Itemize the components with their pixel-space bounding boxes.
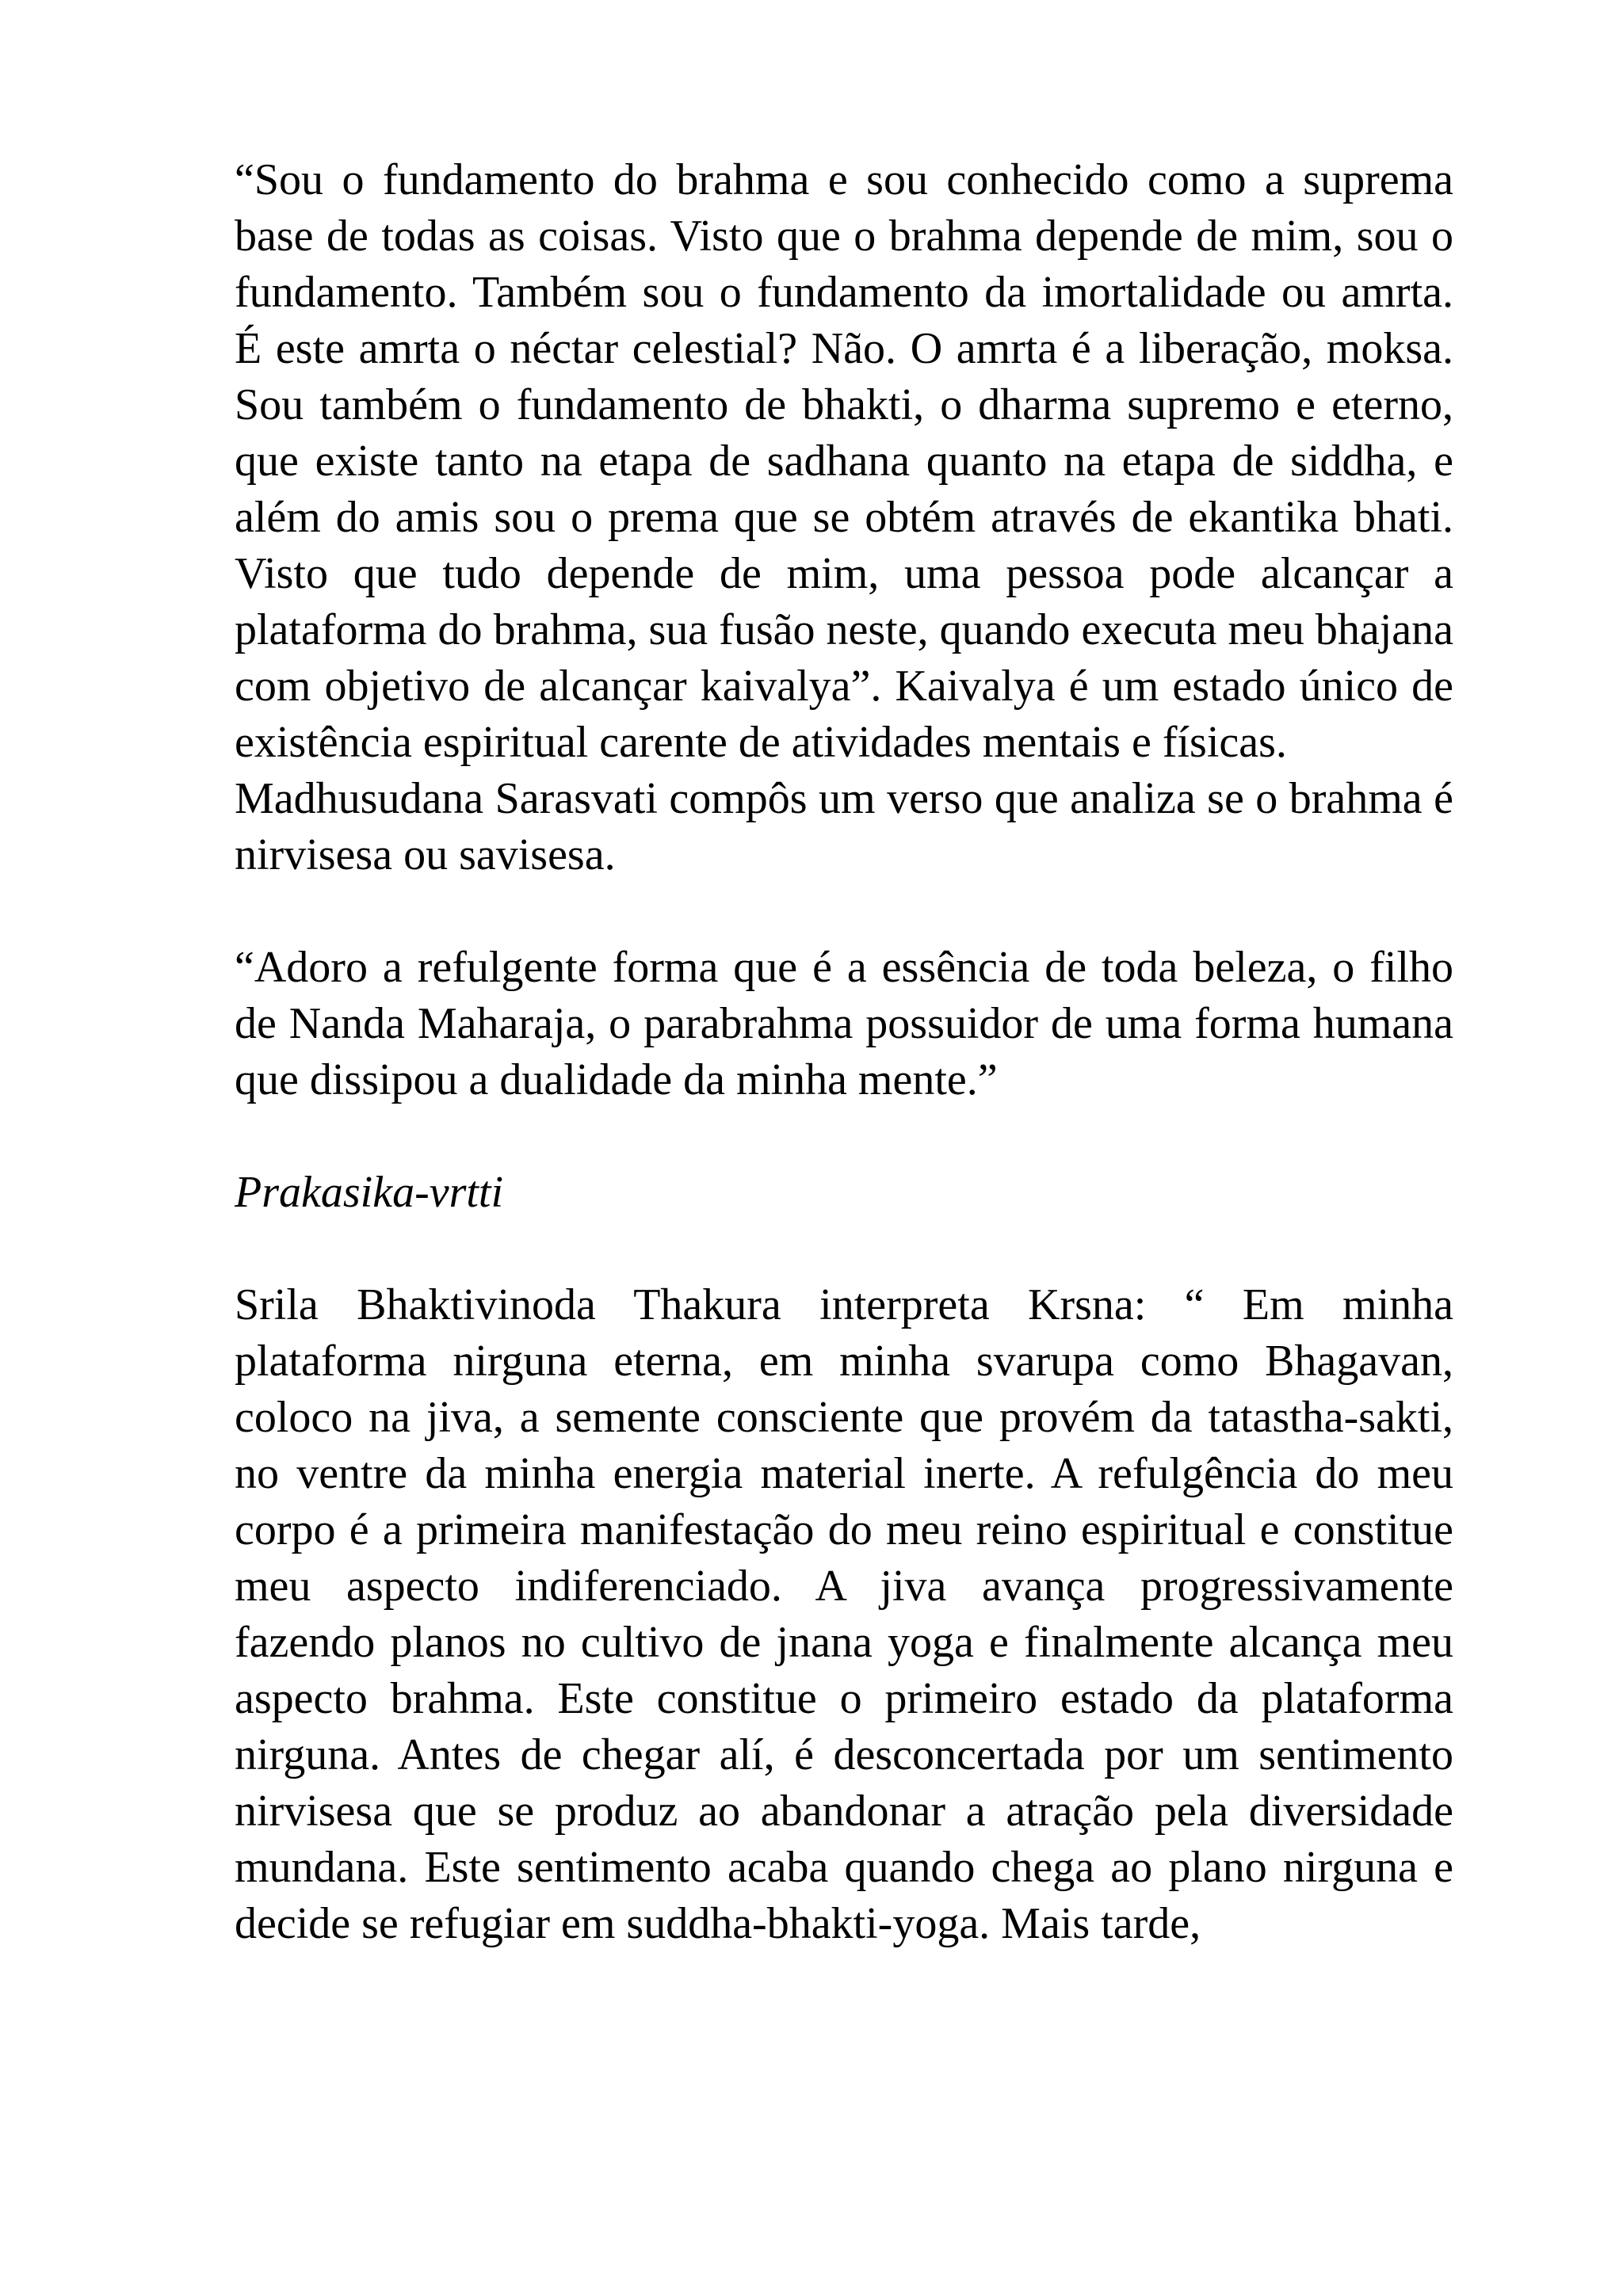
paragraph-spacer	[235, 1108, 1453, 1165]
section-heading: Prakasika-vrtti	[235, 1168, 504, 1217]
paragraph-spacer	[235, 883, 1453, 940]
paragraph-4: Srila Bhaktivinoda Thakura interpreta Krsna: “ Em minha plataforma nirguna eterna, em minha svarupa como Bhagavan, coloco na jiva, a semente consciente que provém da tatastha-sakti, no ventre da minha energia material inerte. A refulgência do meu corpo é a primeira manifestação do meu reino espiritual e constitue meu aspecto indiferenciado. A jiva avança progressivamente fazendo planos no cultivo de jnana yoga e finalmente alcança meu aspecto brahma. Este constitue o primeiro estado da plataforma nirguna. Antes de chegar alí, é desconcertada por um sentimento nirvisesa que se produz ao abandonar a atração pela diversidade mundana. Este sentimento acaba quando chega ao plano nirguna e decide se refugiar em suddha-bhakti-yoga. Mais tarde,	[235, 1280, 1453, 1948]
document-page	[235, 152, 1453, 1952]
paragraph-1: “Sou o fundamento do brahma e sou conhecido como a suprema base de todas as coisas. Visto que o brahma depende de mim, sou o fundamento. Também sou o fundamento da imortalidade ou amrta. É este amrta o néctar celestial? Não. O amrta é a liberação, moksa. Sou também o fundamento de bhakti, o dharma supremo e eterno, que existe tanto na etapa de sadhana quanto na etapa de siddha, e além do amis sou o prema que se obtém através de ekantika bhati. Visto que tudo depende de mim, uma pessoa pode alcançar a plataforma do brahma, sua fusão neste, quando executa meu bhajana com objetivo de alcançar kaivalya”. Kaivalya é um estado único de existência espiritual carente de atividades mentais e físicas.	[235, 155, 1453, 767]
paragraph-2: Madhusudana Sarasvati compôs um verso que analiza se o brahma é nirvisesa ou savisesa.	[235, 774, 1453, 879]
paragraph-3: “Adoro a refulgente forma que é a essência de toda beleza, o filho de Nanda Maharaja, o parabrahma possuidor de uma forma humana que dissipou a dualidade da minha mente.”	[235, 943, 1453, 1104]
paragraph-spacer	[235, 1221, 1453, 1277]
